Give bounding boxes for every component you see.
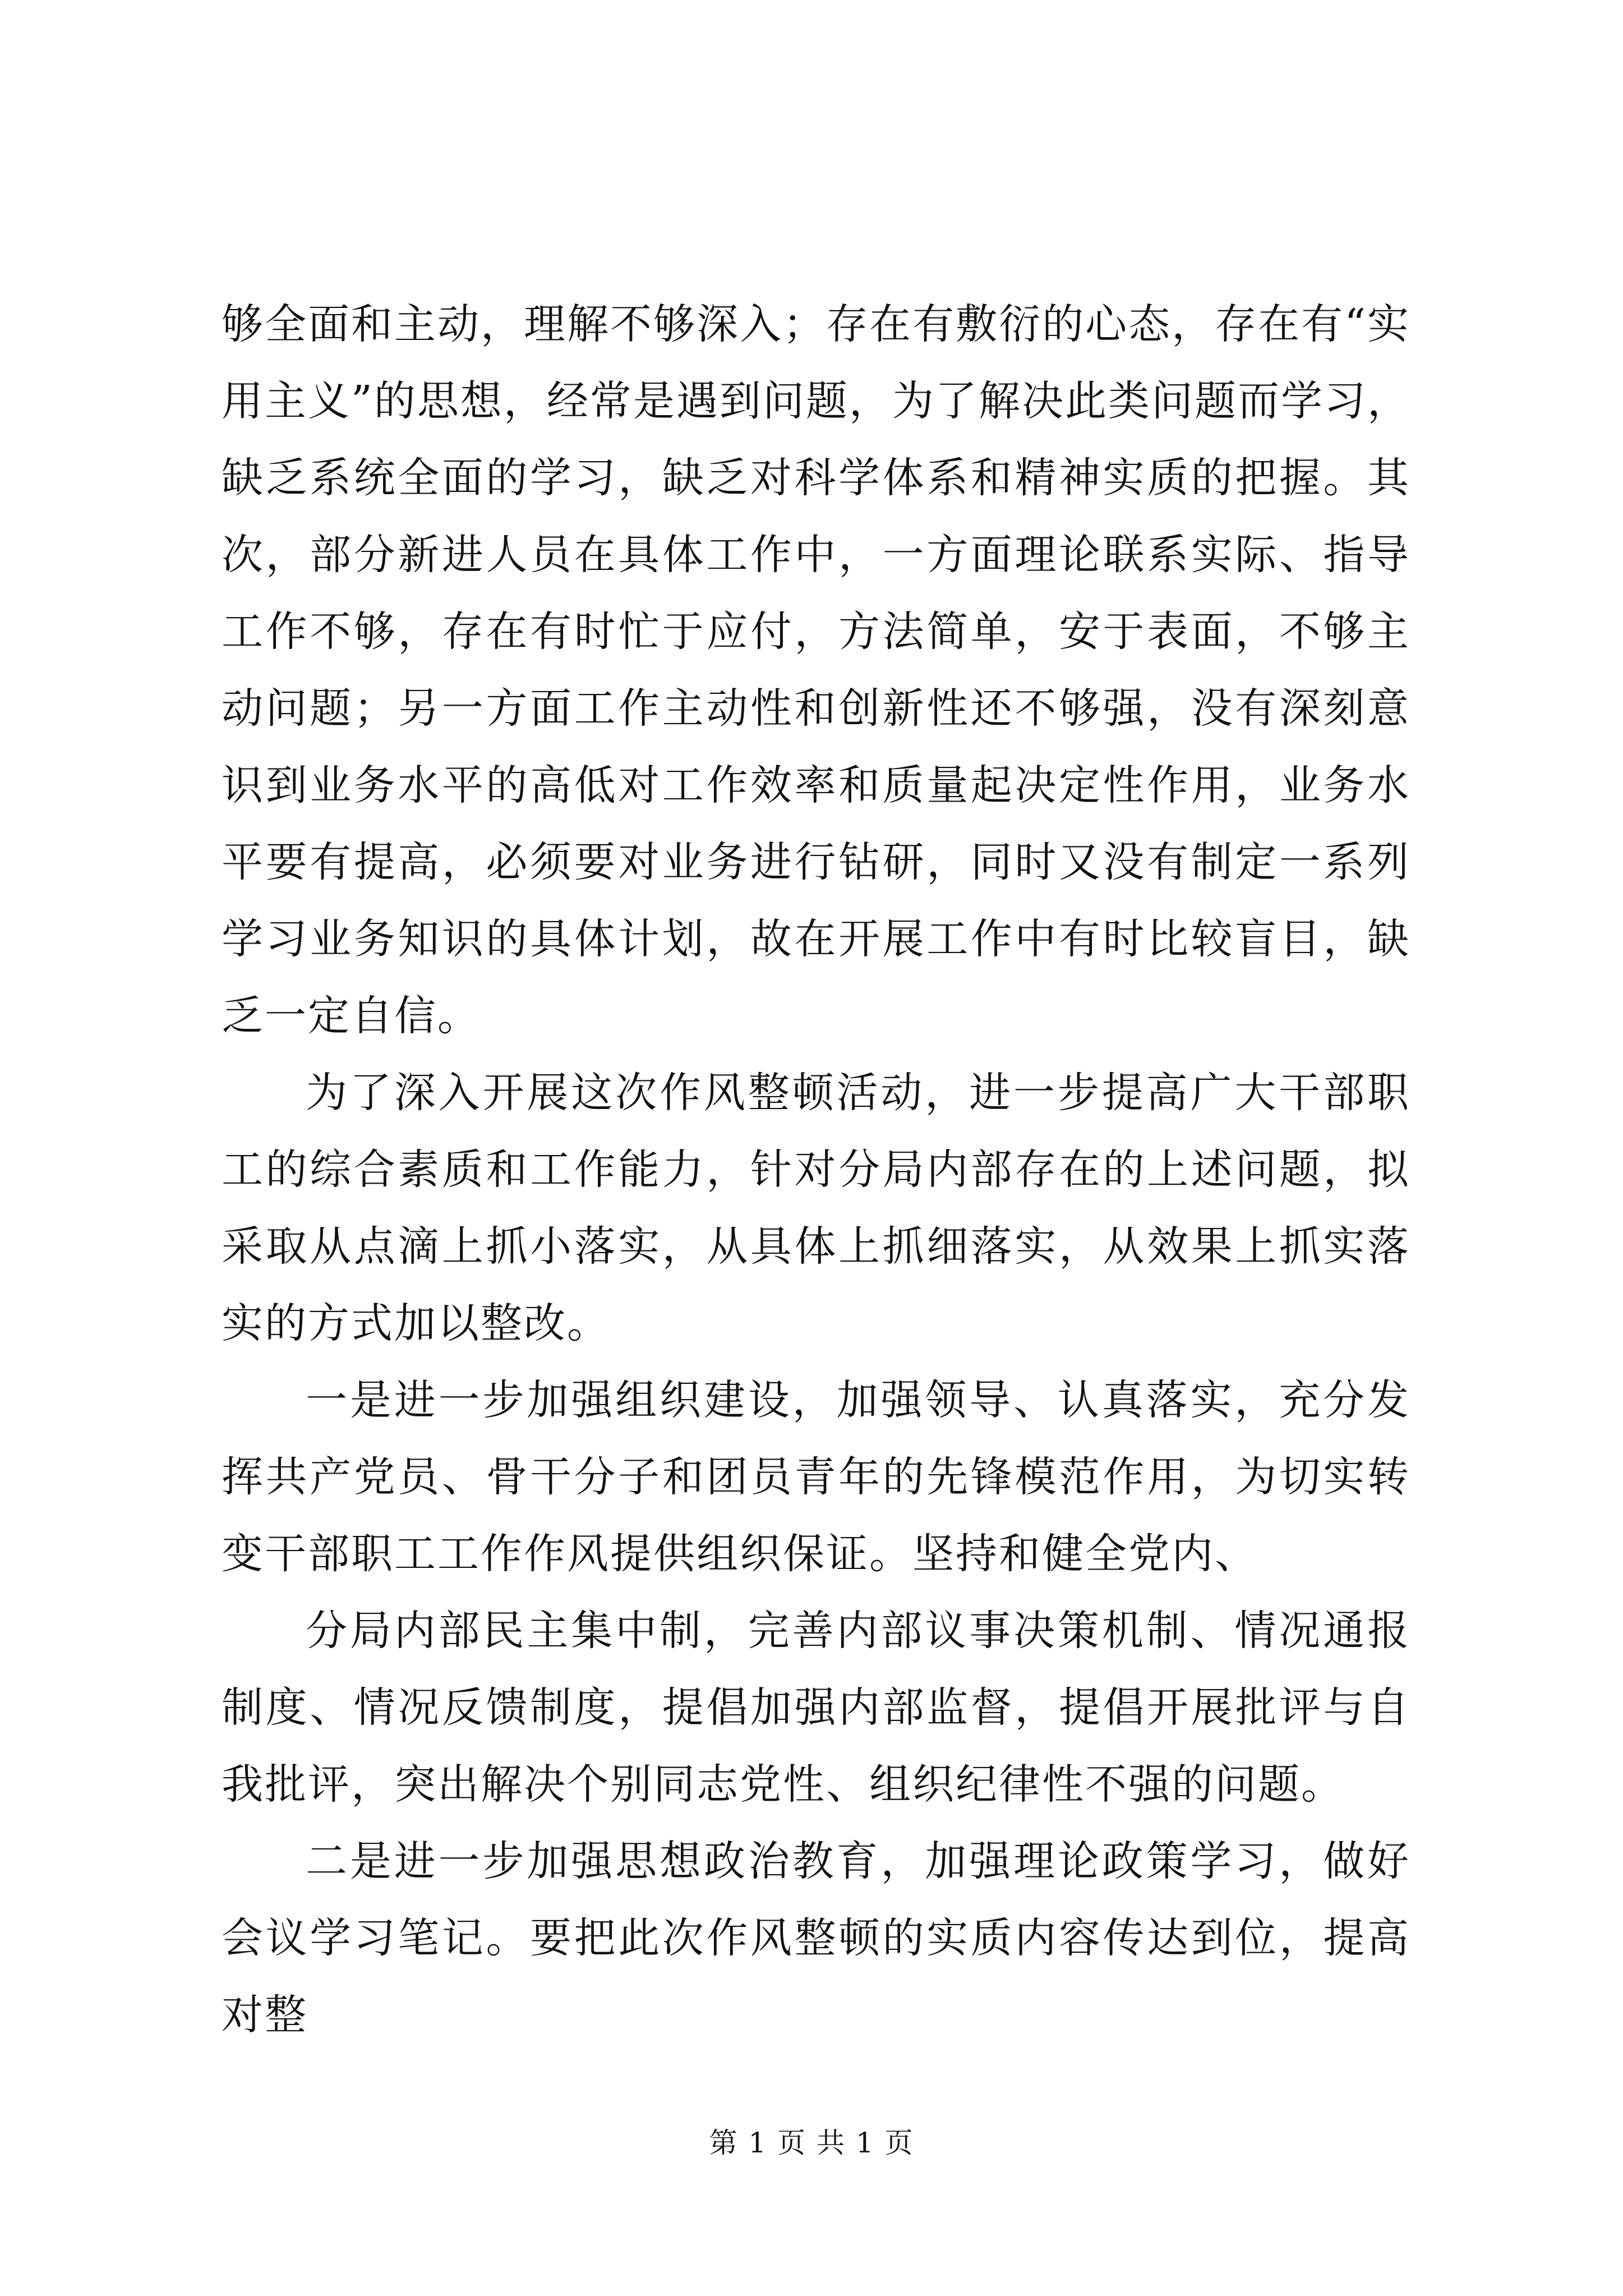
paragraph-continued: 够全面和主动，理解不够深入；存在有敷衍的心态，存在有“实用主义”的思想，经常是遇到问题，为了解决此类问题而学习，缺乏系统全面的学习，缺乏对科学体系和精神实质的把握。其次，部分新进人员在具体工作中，一方面理论联系实际、指导工作不够，存在有时忙于应付，方法简单，安于表面，不够主动问题；另一方面工作主动性和创新性还不够强，没有深刻意识到业务水平的高低对工作效率和质量起决定性作用，业务水平要有提高，必须要对业务进行钻研，同时又没有制定一系列学习业务知识的具体计划，故在开展工作中有时比较盲目，缺乏一定自信。 — [222, 300, 1410, 1040]
paragraph-democratic-centralism: 分局内部民主集中制，完善内部议事决策机制、情况通报制度、情况反馈制度，提倡加强内部监督，提倡开展批评与自我批评，突出解决个别同志党性、组织纪律性不强的问题。 — [222, 1607, 1410, 1809]
paragraph-rectification-approach: 为了深入开展这次作风整顿活动，进一步提高广大干部职工的综合素质和工作能力，针对分局内部存在的上述问题，拟采取从点滴上抓小落实，从具体上抓细落实，从效果上抓实落实的方式加以整改。 — [222, 1069, 1410, 1347]
page-footer: 第 1 页 共 1 页 — [709, 2127, 914, 2159]
paragraph-point-one: 一是进一步加强组织建设，加强领导、认真落实，充分发挥共产党员、骨干分子和团员青年的先锋模范作用，为切实转变干部职工工作作风提供组织保证。坚持和健全党内、 — [222, 1376, 1410, 1578]
paragraph-point-two: 二是进一步加强思想政治教育，加强理论政策学习，做好会议学习笔记。要把此次作风整顿的实质内容传达到位，提高对整 — [222, 1837, 1410, 2039]
document-body — [222, 286, 1410, 2054]
